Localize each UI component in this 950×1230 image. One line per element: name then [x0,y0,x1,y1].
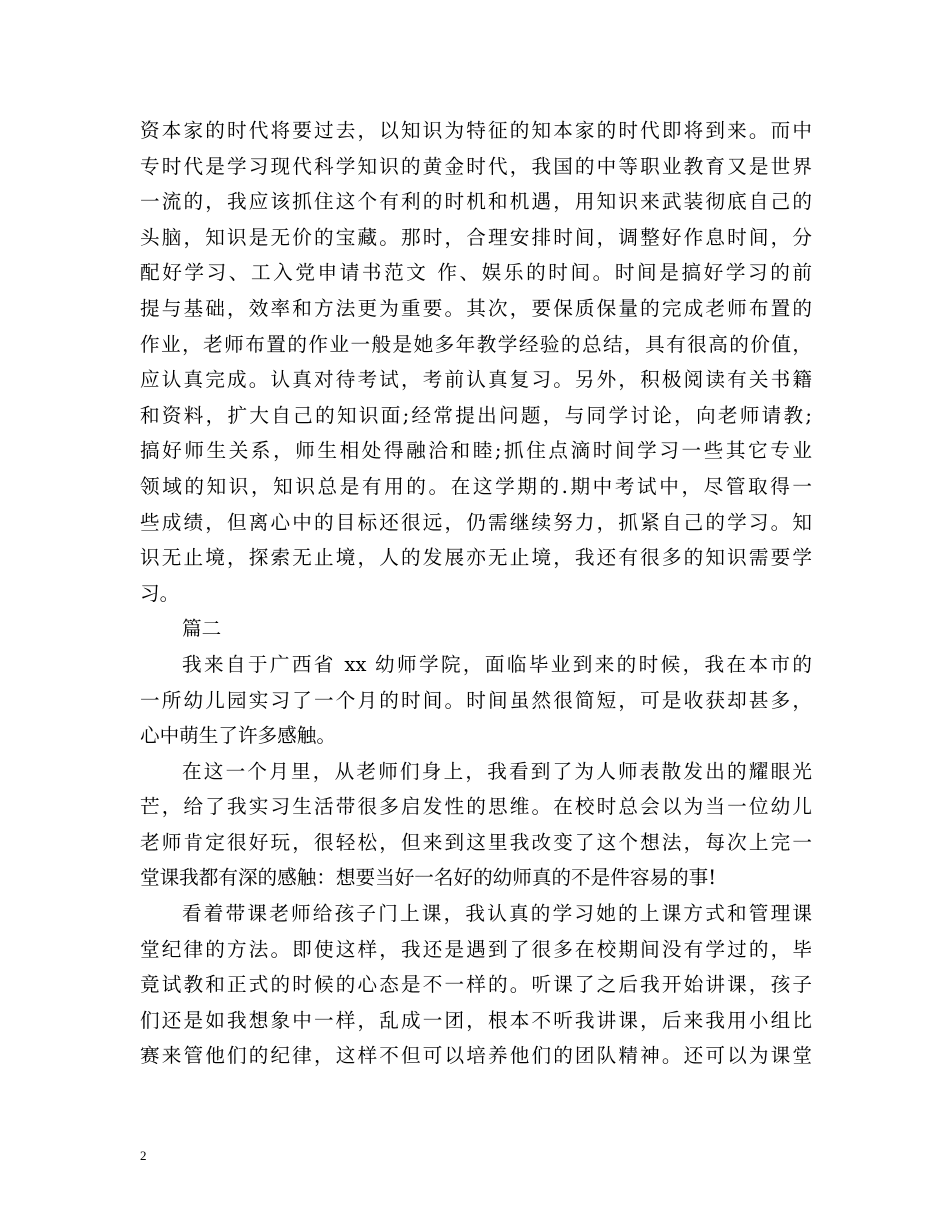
text-line: 老师肯定很好玩，很轻松，但来到这里我改变了这个想法，每次上完一 [140,830,812,854]
text-line: 领域的知识，知识总是有用的。在这学期的.期中考试中，尽管取得一 [140,474,812,498]
text-line: 在这一个月里，从老师们身上，我看到了为人师表散发出的耀眼光 [182,759,812,783]
text-line: 堂纪律的方法。即使这样，我还是遇到了很多在校期间没有学过的，毕 [140,937,812,961]
text-line: 资本家的时代将要过去，以知识为特征的知本家的时代即将到来。而中 [140,119,812,142]
text-line: 看着带课老师给孩子门上课，我认真的学习她的上课方式和管理课 [182,902,812,926]
text-line: 我来自于广西省 xx 幼师学院，面临毕业到来的时候，我在本市的 [182,652,812,676]
text-line: 堂课我都有深的感触：想要当好一名好的幼师真的不是件容易的事! [140,866,717,890]
text-line: 专时代是学习现代科学知识的黄金时代，我国的中等职业教育又是世界 [140,154,812,178]
text-line: 搞好师生关系，师生相处得融洽和睦;抓住点滴时间学习一些其它专业 [140,439,812,463]
text-line: 竟试教和正式的时候的心态是不一样的。听课了之后我开始讲课，孩子 [140,973,812,997]
document-body-text [140,113,812,1074]
text-line: 们还是如我想象中一样，乱成一团，根本不听我讲课，后来我用小组比 [140,1008,812,1032]
text-line: 作业，老师布置的作业一般是她多年教学经验的总结，具有很高的价值， [140,332,812,356]
text-line: 一所幼儿园实习了一个月的时间。时间虽然很简短，可是收获却甚多， [140,688,812,712]
text-line: 篇二 [182,617,222,641]
text-line: 和资料，扩大自己的知识面;经常提出问题，与同学讨论，向老师请教; [140,403,812,427]
text-line: 习。 [140,581,180,605]
text-line: 识无止境，探索无止境，人的发展亦无止境，我还有很多的知识需要学 [140,546,812,570]
text-line: 芒，给了我实习生活带很多启发性的思维。在校时总会以为当一位幼儿 [140,795,812,819]
text-line: 提与基础，效率和方法更为重要。其次，要保质保量的完成老师布置的 [140,296,812,320]
text-line: 配好学习、工入党申请书范文 作、娱乐的时间。时间是搞好学习的前 [140,261,812,285]
text-line: 些成绩，但离心中的目标还很远，仍需继续努力，抓紧自己的学习。知 [140,510,812,534]
text-line: 赛来管他们的纪律，这样不但可以培养他们的团队精神。还可以为课堂 [140,1044,812,1068]
text-line: 一流的，我应该抓住这个有利的时机和机遇，用知识来武装彻底自己的 [140,190,812,214]
text-line: 心中萌生了许多感触。 [140,724,336,748]
text-line: 头脑，知识是无价的宝藏。那时，合理安排时间，调整好作息时间，分 [140,225,812,249]
text-line: 应认真完成。认真对待考试，考前认真复习。另外，积极阅读有关书籍 [140,368,812,392]
page-number: 2 [140,1148,147,1163]
